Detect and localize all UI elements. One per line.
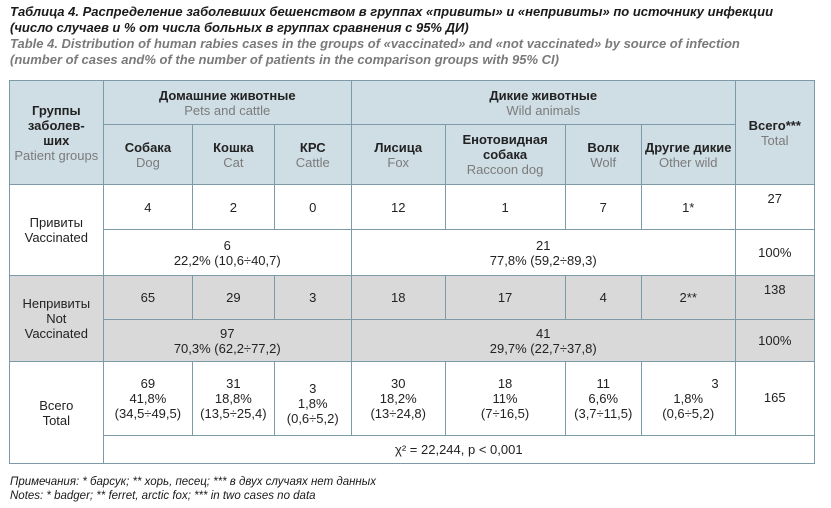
total-row	[10, 362, 815, 436]
total-total-value: 165	[763, 390, 786, 405]
domestic-header	[103, 81, 351, 125]
notvaccinated-dog: 65	[103, 276, 193, 320]
vaccinated-wild-pct: 77,8% (59,2÷89,3)	[489, 252, 597, 268]
notvaccinated-row-pct	[10, 320, 815, 362]
wolf-en: Wolf	[590, 154, 617, 170]
raccoon-en: Raccoon dog	[466, 162, 544, 177]
notvaccinated-label-en1: Not	[46, 311, 67, 326]
notvaccinated-cat: 29	[193, 276, 274, 320]
notvaccinated-row-counts	[10, 276, 815, 320]
notvaccinated-cattle: 3	[274, 276, 351, 320]
total-label-en: Total	[42, 412, 71, 428]
fox-ru: Лисица	[374, 139, 423, 155]
vaccinated-domestic-n: 6	[223, 237, 231, 253]
wild-header-en: Wild animals	[506, 102, 581, 118]
total-other	[641, 362, 735, 436]
other-en: Other wild	[658, 154, 718, 170]
notvaccinated-raccoon: 17	[445, 276, 565, 320]
notvaccinated-domestic-pct: 70,3% (62,2÷77,2)	[173, 340, 281, 356]
vaccinated-label-en: Vaccinated	[24, 230, 88, 245]
total-fox-ci: (13÷24,8)	[370, 406, 426, 421]
notvaccinated-total: 138	[735, 276, 814, 320]
total-cat-ci: (13,5÷25,4)	[200, 406, 267, 421]
total-cattle	[274, 362, 351, 436]
notvaccinated-domestic-n: 97	[220, 325, 235, 341]
total-total	[735, 362, 814, 436]
caption-en-line1: Table 4. Distribution of human rabies cases in the groups of «vaccinated» and «not vaccinated» by source of infection	[10, 36, 740, 51]
notvaccinated-wild-n: 41	[536, 325, 551, 341]
total-header-en: Total	[761, 132, 789, 148]
total-header-ru: Всего***	[748, 117, 801, 133]
caption-en-line2: (number of cases and% of the number of patients in the comparison groups with 95% CI)	[10, 52, 559, 67]
vaccinated-label	[10, 185, 104, 276]
vaccinated-wild	[351, 230, 735, 276]
fox-en: Fox	[387, 154, 410, 170]
vaccinated-row-counts	[10, 185, 815, 230]
total-raccoon-n: 18	[497, 376, 513, 391]
vaccinated-dog: 4	[103, 185, 193, 230]
vaccinated-raccoon: 1	[445, 185, 565, 230]
total-cattle-pct: 1,8%	[297, 396, 328, 411]
cat-en: Cat	[223, 154, 244, 170]
cat-header	[193, 125, 274, 185]
total-label	[10, 362, 104, 464]
total-label-ru: Всего	[39, 397, 74, 413]
notvaccinated-label-ru: Непривиты	[22, 296, 91, 311]
notvaccinated-wolf: 4	[565, 276, 641, 320]
cattle-ru: КРС	[299, 139, 326, 155]
total-raccoon-pct: 11%	[492, 391, 518, 406]
other-ru: Другие дикие	[644, 139, 732, 155]
vaccinated-row-pct	[10, 230, 815, 276]
header-row-2	[10, 125, 815, 185]
total-cattle-ci: (0,6÷5,2)	[286, 411, 339, 426]
notvaccinated-other: 2**	[641, 276, 735, 320]
total-wolf	[565, 362, 641, 436]
notvaccinated-label	[10, 276, 104, 362]
dog-ru: Собака	[124, 139, 172, 155]
total-other-ci: (0,6÷5,2)	[662, 406, 715, 421]
notvaccinated-wild	[351, 320, 735, 362]
vaccinated-wild-n: 21	[536, 237, 551, 253]
total-other-pct: 1,8%	[673, 391, 704, 406]
total-dog-pct: 41,8%	[129, 391, 167, 406]
notvaccinated-wild-pct: 29,7% (22,7÷37,8)	[489, 340, 597, 356]
rabies-table	[9, 80, 815, 464]
total-header	[735, 81, 814, 185]
vaccinated-domestic-pct: 22,2% (10,6÷40,7)	[173, 252, 281, 268]
vaccinated-cat: 2	[193, 185, 274, 230]
stat-row	[10, 436, 815, 464]
raccoon-header	[445, 125, 565, 185]
vaccinated-other: 1*	[641, 185, 735, 230]
other-header	[641, 125, 735, 185]
total-cat	[193, 362, 274, 436]
total-cat-pct: 18,8%	[214, 391, 252, 406]
groups-header-en: Patient groups	[14, 147, 99, 163]
vaccinated-total: 27	[735, 185, 814, 230]
total-dog-ci: (34,5÷49,5)	[114, 406, 182, 421]
header-row-1	[10, 81, 815, 125]
notvaccinated-domestic	[103, 320, 351, 362]
vaccinated-label-ru: Привиты	[29, 215, 83, 230]
notvaccinated-fox: 18	[351, 276, 445, 320]
cattle-en: Cattle	[295, 154, 330, 170]
vaccinated-total-pct: 100%	[735, 230, 814, 276]
domestic-header-ru: Домашние животные	[158, 87, 296, 103]
notes-en: Notes: * badger; ** ferret, arctic fox; *** in two cases no data	[10, 490, 316, 502]
groups-header-ru: Группы заболев-ших	[27, 102, 85, 148]
wild-header-ru: Дикие животные	[489, 87, 598, 103]
dog-en: Dog	[135, 154, 160, 170]
caption-ru-line1: Таблица 4. Распределение заболевших бешенством в группах «привиты» и «непривиты» по источнику инфекции	[10, 4, 774, 19]
total-raccoon-ci: (7÷16,5)	[480, 406, 530, 421]
total-wolf-pct: 6,6%	[588, 391, 619, 406]
raccoon-ru: Енотовидная собака	[462, 132, 548, 162]
vaccinated-fox: 12	[351, 185, 445, 230]
wild-header	[351, 81, 735, 125]
total-wolf-n: 11	[596, 376, 610, 391]
total-raccoon	[445, 362, 565, 436]
wolf-header	[565, 125, 641, 185]
wolf-ru: Волк	[587, 139, 620, 155]
dog-header	[103, 125, 193, 185]
vaccinated-wolf: 7	[565, 185, 641, 230]
chi-square-stat: χ² = 22,244, p < 0,001	[103, 436, 814, 464]
total-dog-n: 69	[140, 376, 156, 391]
total-dog	[103, 362, 193, 436]
total-other-n: 3	[711, 376, 719, 391]
total-cat-n: 31	[226, 376, 241, 391]
total-fox-n: 30	[390, 376, 406, 391]
caption-ru-line2: (число случаев и % от числа больных в группах сравнения с 95% ДИ)	[10, 20, 469, 35]
notvaccinated-total-pct: 100%	[735, 320, 814, 362]
total-cattle-n: 3	[309, 381, 317, 396]
groups-header	[10, 81, 104, 185]
cattle-header	[274, 125, 351, 185]
total-fox-pct: 18,2%	[379, 391, 417, 406]
notes-ru: Примечания: * барсук; ** хорь, песец; *** в двух случаях нет данных	[10, 476, 376, 488]
fox-header	[351, 125, 445, 185]
cat-ru: Кошка	[213, 139, 254, 155]
total-wolf-ci: (3,7÷11,5)	[574, 406, 633, 421]
total-fox	[351, 362, 445, 436]
notvaccinated-label-en2: Vaccinated	[24, 326, 88, 341]
domestic-header-en: Pets and cattle	[184, 102, 271, 118]
vaccinated-domestic	[103, 230, 351, 276]
vaccinated-cattle: 0	[274, 185, 351, 230]
